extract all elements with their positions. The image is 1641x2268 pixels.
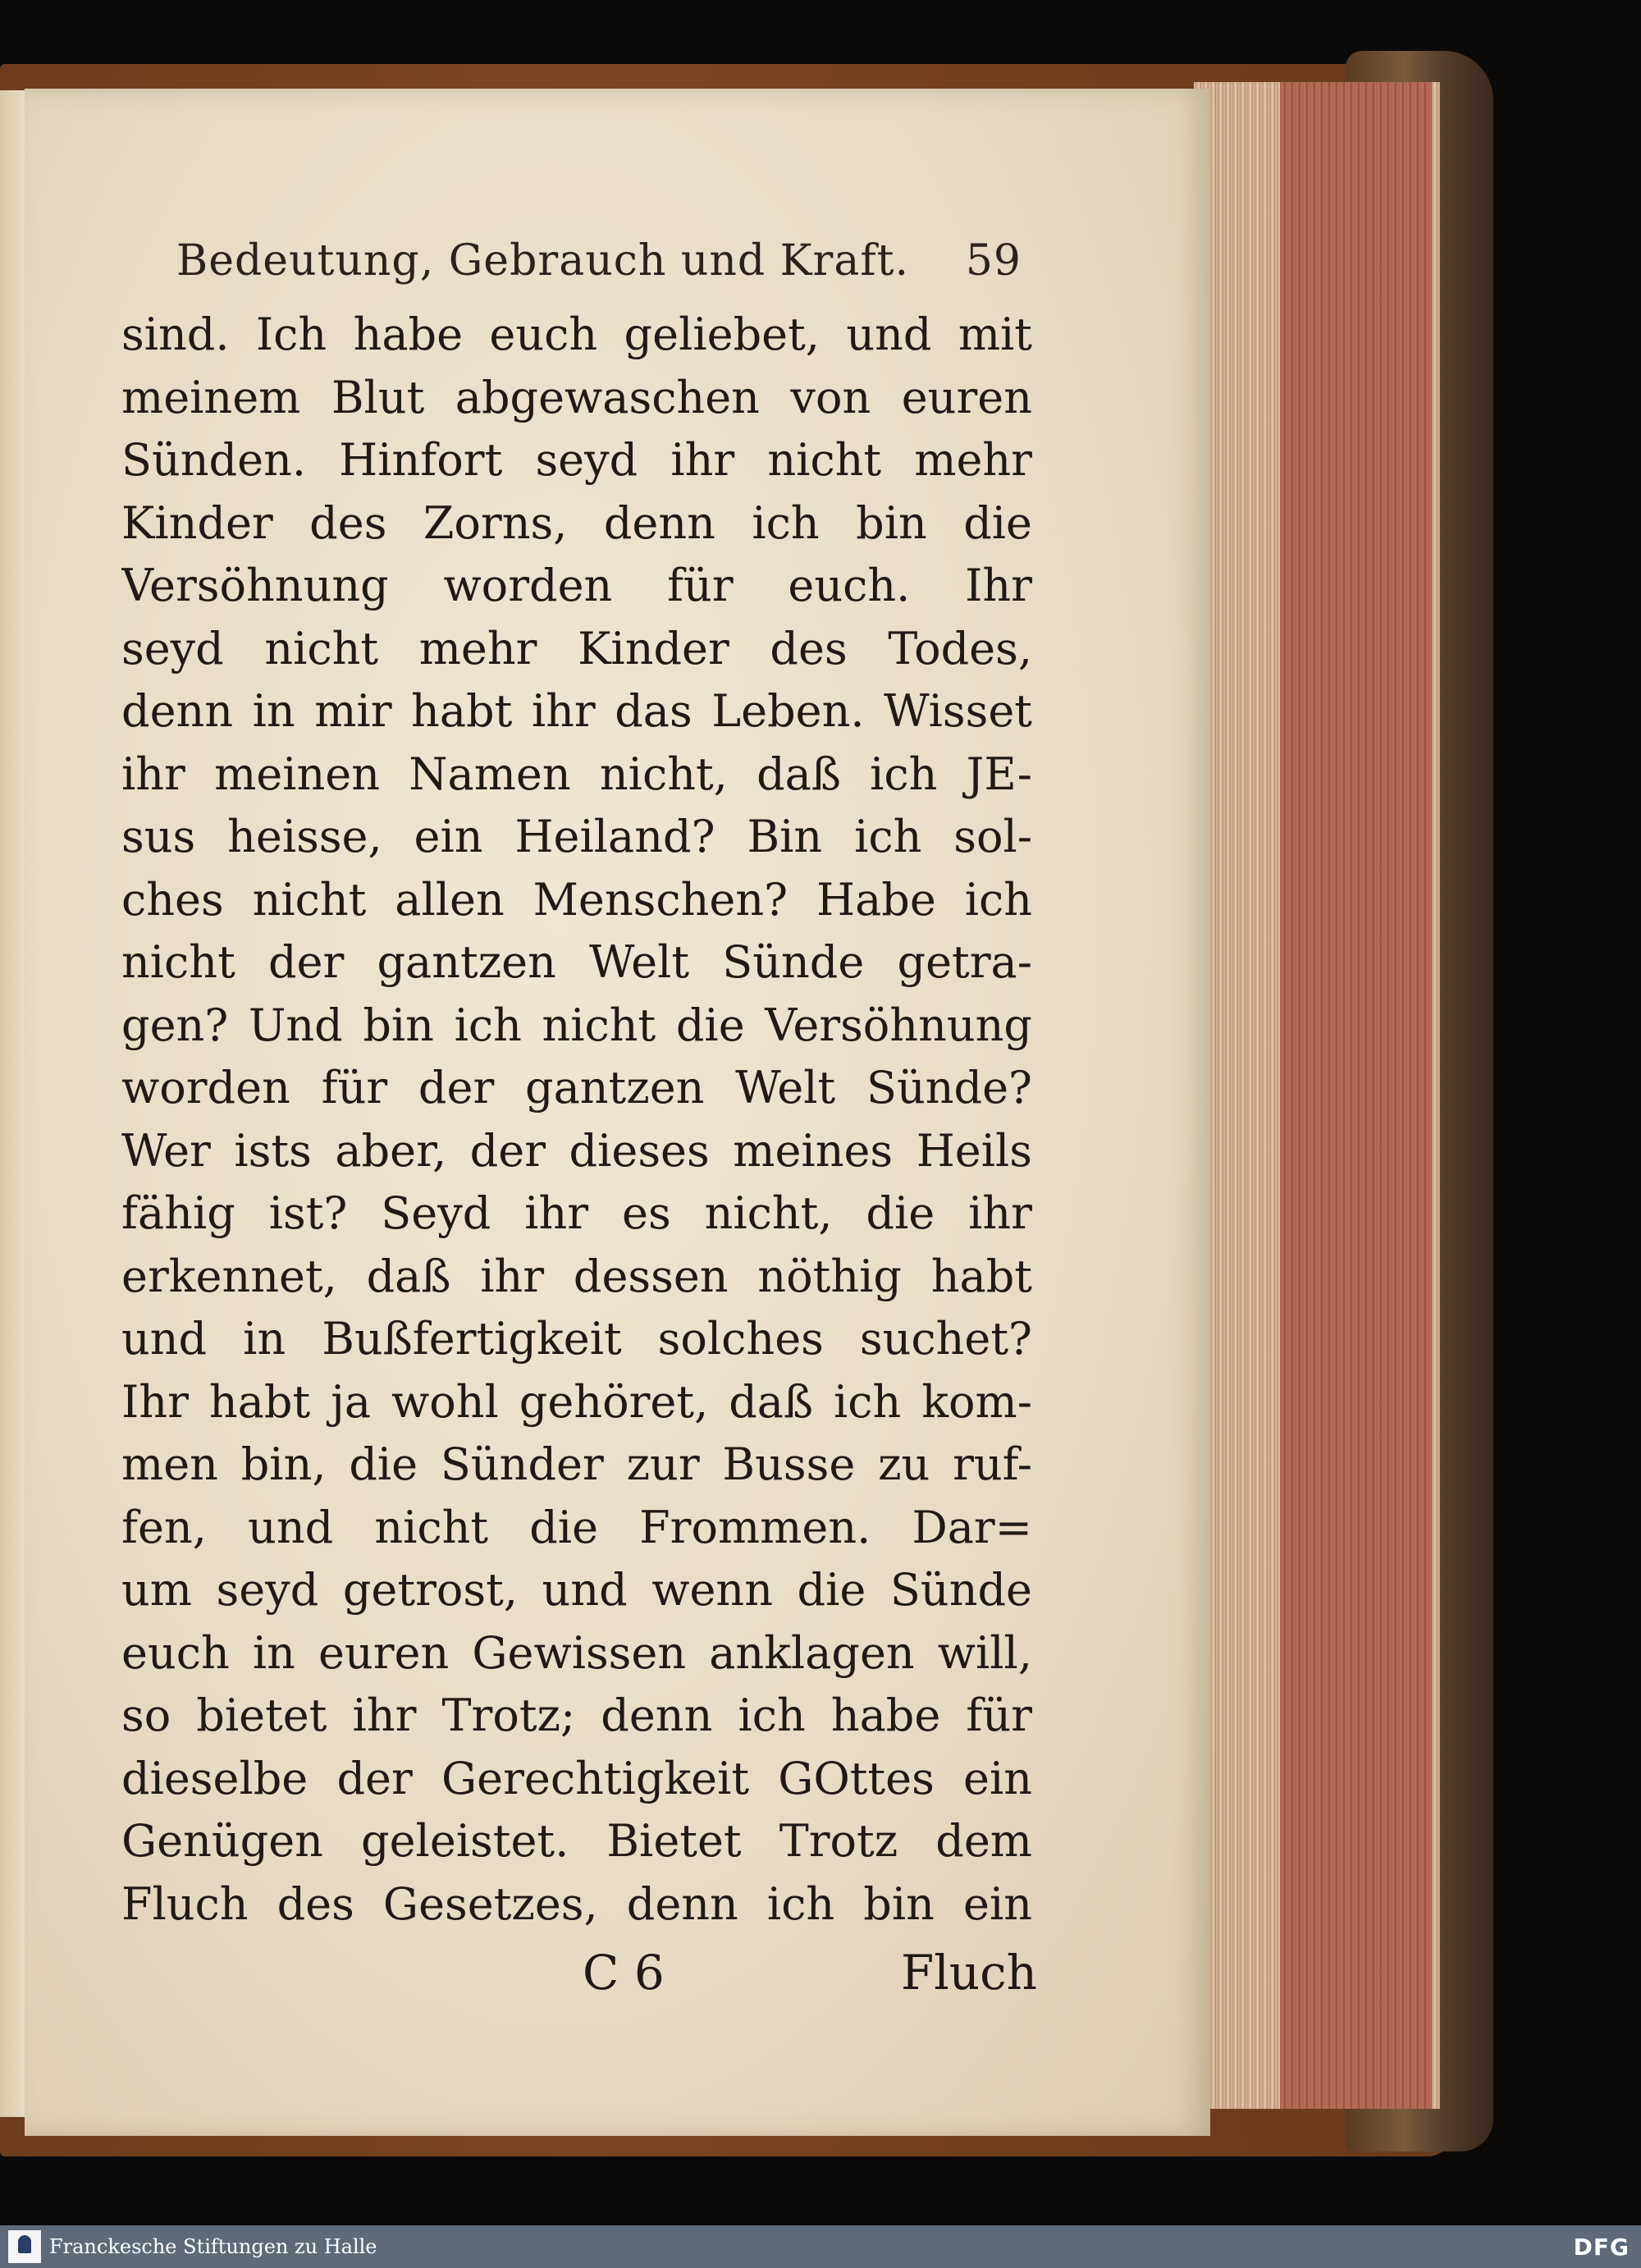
signature-mark: C 6 — [583, 1945, 665, 2001]
catchword: Fluch — [901, 1945, 1037, 2001]
text-line: Versöhnung worden für euch. Ihr — [121, 560, 1032, 611]
page-header — [176, 236, 1022, 302]
running-head: Bedeutung, Gebrauch und Kraft. — [176, 236, 910, 286]
text-line: men bin, die Sünder zur Busse zu ruf- — [121, 1438, 1032, 1490]
text-line: denn in mir habt ihr das Leben. Wisset — [121, 685, 1032, 737]
text-line: gen? Und bin ich nicht die Versöhnung — [121, 999, 1032, 1051]
francke-foundation-logo-icon — [8, 2230, 41, 2263]
text-line: Genügen geleistet. Bietet Trotz dem — [121, 1815, 1032, 1867]
text-line: worden für der gantzen Welt Sünde? — [121, 1062, 1032, 1113]
text-line: Kinder des Zorns, denn ich bin die — [121, 496, 1032, 549]
text-line: so bietet ihr Trotz; denn ich habe für — [121, 1690, 1032, 1741]
text-line: euch in euren Gewissen anklagen will, — [121, 1626, 1032, 1679]
text-line: um seyd getrost, und wenn die Sünde — [121, 1564, 1032, 1616]
text-line: ihr meinen Namen nicht, daß ich JE- — [121, 748, 1032, 800]
red-page-edges — [1280, 82, 1432, 2109]
text-line: Wer ists aber, der dieses meines Heils — [121, 1124, 1032, 1177]
text-line: nicht der gantzen Welt Sünde getra- — [121, 936, 1032, 988]
text-line: fähig ist? Seyd ihr es nicht, die ihr — [121, 1187, 1032, 1239]
text-line: sind. Ich habe euch geliebet, und mit — [121, 309, 1032, 360]
text-line: erkennet, daß ihr dessen nöthig habt — [121, 1250, 1032, 1302]
book-page — [25, 89, 1210, 2136]
text-line: ches nicht allen Menschen? Habe ich — [121, 873, 1032, 926]
text-line: seyd nicht mehr Kinder des Todes, — [121, 622, 1032, 674]
text-line: Ihr habt ja wohl gehöret, daß ich kom- — [121, 1375, 1032, 1428]
dfg-logo: DFG — [1573, 2234, 1630, 2261]
text-line: und in Bußfertigkeit solches suchet? — [121, 1313, 1032, 1365]
footer-bar — [0, 2225, 1641, 2268]
institution-name: Franckesche Stiftungen zu Halle — [49, 2235, 377, 2258]
text-line: Fluch des Gesetzes, denn ich bin ein — [121, 1877, 1032, 1930]
text-line: Sünden. Hinfort seyd ihr nicht mehr — [121, 434, 1032, 486]
text-line: meinem Blut abgewaschen von euren — [121, 371, 1032, 423]
text-line: fen, und nicht die Frommen. Dar= — [121, 1501, 1032, 1553]
page-number: 59 — [965, 236, 1022, 286]
text-line: sus heisse, ein Heiland? Bin ich sol- — [121, 811, 1032, 862]
text-line: dieselbe der Gerechtigkeit GOttes ein — [121, 1752, 1032, 1804]
text-block — [121, 304, 1032, 1936]
